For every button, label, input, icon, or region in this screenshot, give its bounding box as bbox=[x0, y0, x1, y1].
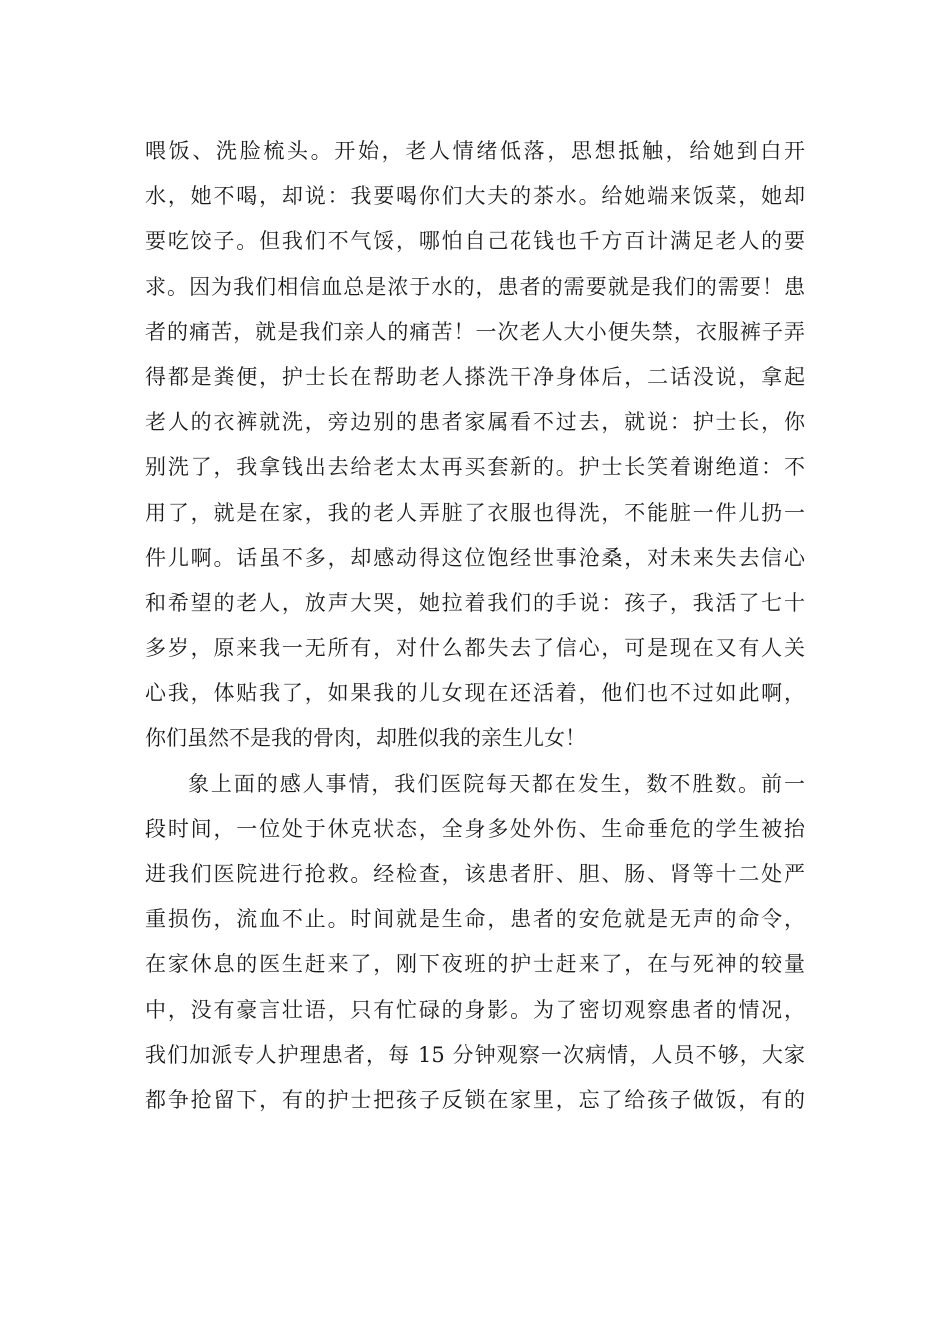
text-line: 用了，就是在家，我的老人弄脏了衣服也得洗，不能脏一件儿扔一 bbox=[145, 500, 805, 525]
text-line: 都争抢留下，有的护士把孩子反锁在家里，忘了给孩子做饭，有的 bbox=[145, 1087, 805, 1112]
text-line: 水，她不喝，却说：我要喝你们大夫的茶水。给她端来饭菜，她却 bbox=[145, 184, 805, 209]
text-line: 进我们医院进行抢救。经检查，该患者肝、胆、肠、肾等十二处严 bbox=[145, 862, 805, 886]
text-line: 者的痛苦，就是我们亲人的痛苦！一次老人大小便失禁，衣服裤子弄 bbox=[145, 319, 805, 344]
text-line: 心我，体贴我了，如果我的儿女现在还活着，他们也不过如此啊， bbox=[145, 681, 805, 706]
text-line: 求。因为我们相信血总是浓于水的，患者的需要就是我们的需要！患 bbox=[145, 274, 805, 299]
paragraph-last-line: 你们虽然不是我的骨肉，却胜似我的亲生儿女！ bbox=[145, 726, 586, 751]
text-line: 得都是粪便，护士长在帮助老人搽洗干净身体后，二话没说，拿起 bbox=[145, 364, 805, 389]
text-line: 别洗了，我拿钱出去给老太太再买套新的。护士长笑着谢绝道：不 bbox=[145, 455, 805, 480]
paragraph-first-line: 象上面的感人事情，我们医院每天都在发生，数不胜数。前一 bbox=[188, 771, 805, 796]
text-line: 我们加派专人护理患者，每 15 分钟观察一次病情，人员不够，大家 bbox=[145, 1042, 805, 1067]
text-line: 在家休息的医生赶来了，刚下夜班的护士赶来了，在与死神的较量 bbox=[145, 952, 805, 977]
text-line: 段时间，一位处于休克状态，全身多处外伤、生命垂危的学生被抬 bbox=[145, 816, 805, 841]
text-line: 和希望的老人，放声大哭，她拉着我们的手说：孩子，我活了七十 bbox=[145, 590, 805, 615]
body-text bbox=[145, 129, 805, 1123]
text-line: 件儿啊。话虽不多，却感动得这位饱经世事沧桑，对未来失去信心 bbox=[145, 545, 805, 570]
text-line: 要吃饺子。但我们不气馁，哪怕自己花钱也千方百计满足老人的要 bbox=[145, 229, 805, 254]
text-line: 喂饭、洗脸梳头。开始，老人情绪低落，思想抵触，给她到白开 bbox=[145, 139, 805, 163]
text-line: 老人的衣裤就洗，旁边别的患者家属看不过去，就说：护士长，你 bbox=[145, 410, 805, 435]
text-line: 中，没有豪言壮语，只有忙碌的身影。为了密切观察患者的情况， bbox=[145, 997, 805, 1022]
text-line: 重损伤，流血不止。时间就是生命，患者的安危就是无声的命令， bbox=[145, 907, 805, 932]
text-line: 多岁，原来我一无所有，对什么都失去了信心，可是现在又有人关 bbox=[145, 636, 805, 661]
